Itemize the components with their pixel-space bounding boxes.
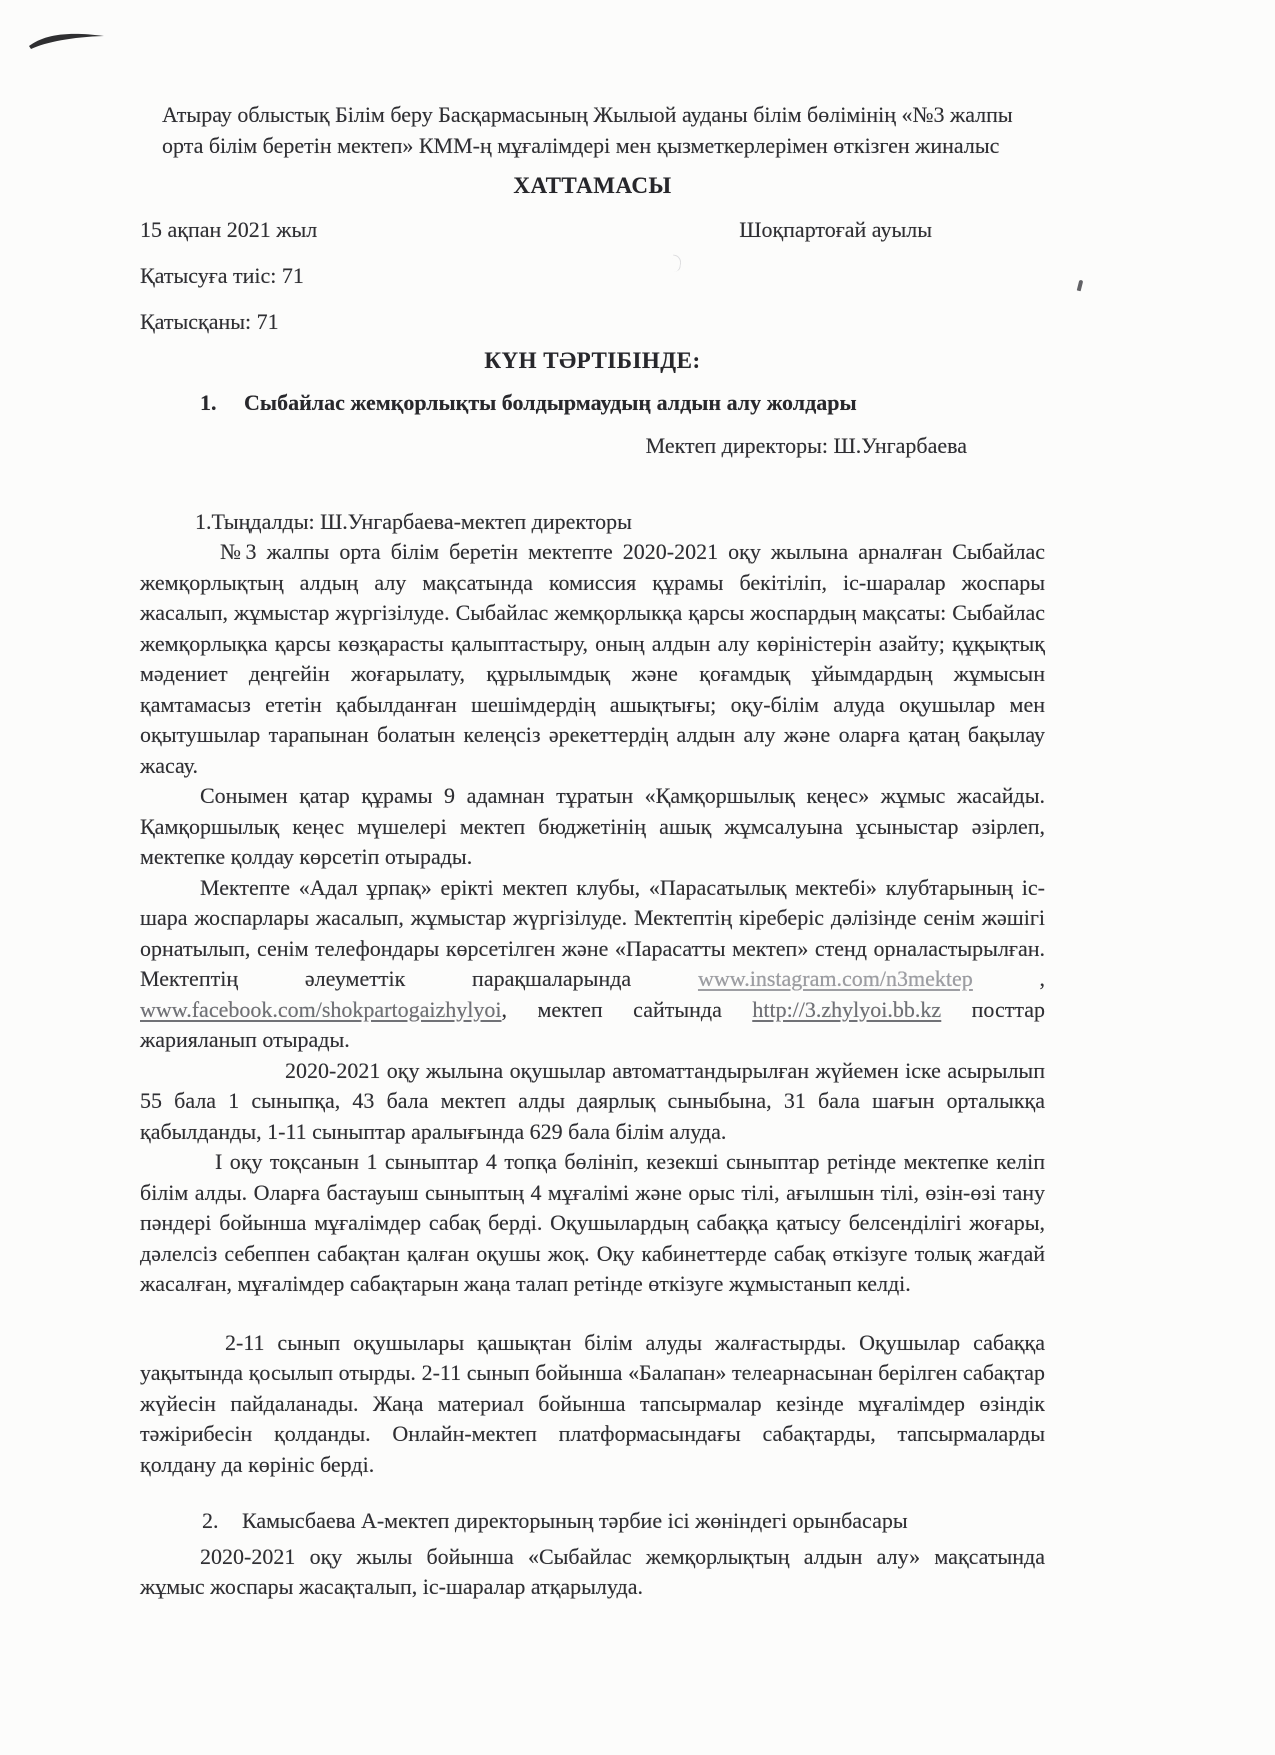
agenda-item-1-number: 1. xyxy=(200,389,217,415)
agenda-item-2-text: Камысбаева А-мектеп директорының тәрбие ісі жөніндегі орынбасары xyxy=(242,1508,908,1533)
paragraph-3 xyxy=(140,873,1045,1056)
meeting-place: Шоқпартоғай ауылы xyxy=(739,216,932,242)
paragraph-6: 2-11 сынып оқушылары қашықтан білім алуды жалғастырды. Оқушылар сабаққа уақытында қосылып отырды. 2-11 сынып бойынша «Балапан» телеарнасынан берілген сабақтар жүйесін пайдаланады. Жаңа материал бойынша тапсырмалар кезінде мұғалімдер өзіндік тәжірибесін қолданды. Онлайн-мектеп платформасындағы сабақтарды, тапсырмаларды қолдану да көрініс берді. xyxy=(140,1329,1045,1477)
paragraph-3-text-4: посттар жарияланып отырады. xyxy=(140,996,1045,1052)
pen-stroke-mark xyxy=(26,27,110,53)
document-header: Атырау облыстық Білім беру Басқармасының Жылыой ауданы білім бөлімінің «№3 жалпы орта білім беретін мектеп» КММ-ң мұғалімдері мен қызметкерлерімен өткізген жиналыс xyxy=(162,102,1013,158)
school-site-link[interactable]: http://3.zhylyoi.bb.kz xyxy=(752,996,942,1022)
required-attendance: Қатысуға тиіс: 71 xyxy=(140,263,304,288)
speaker-line: Мектеп директоры: Ш.Унгарбаева xyxy=(645,433,967,458)
actual-attendance: Қатысқаны: 71 xyxy=(140,308,279,334)
agenda-item-2 xyxy=(202,1506,1045,1537)
meeting-date: 15 ақпан 2021 жыл xyxy=(140,216,318,242)
paragraph-3-text-1: Мектепте «Адал ұрпақ» ерікті мектеп клубы, «Парасатылық мектебі» клубтарының іс-шара жоспарлары жасалып, жұмыстар жүргізілуде. Мектептің кіреберіс дәлізінде сенім жәшігі орнатылып, сенім телефондары көрсетілген және «Парасатты мектеп» стенд орналастырылған. Мектептің әлеуметтік парақшаларында xyxy=(140,874,1045,991)
date-place-row xyxy=(140,215,1045,246)
document-title: ХАТТАМАСЫ xyxy=(513,173,672,198)
paragraph-2: Сонымен қатар құрамы 9 адамнан тұратын «Қамқоршылық кеңес» жұмыс жасайды. Қамқоршылық кеңес мүшелері мектеп бюджетінің ашық жұмсалуына ұсыныстар әзірлеп, мектепке қолдау көрсетіп отырады. xyxy=(140,783,1045,869)
paragraph-1: №3 жалпы орта білім беретін мектепте 2020-2021 оқу жылына арналған Сыбайлас жемқорлықтың алдың алу мақсатында комиссия құрамы бекітіліп, іс-шаралар жоспары жасалып, жұмыстар жүргізілуде. Сыбайлас жемқорлыкқа қарсы жоспардың мақсаты: Сыбайлас жемқорлықка қарсы көзқарасты қалыптастыру, оның алдын алу көріністерін азайту; құқықтық мәдениет деңгейін жоғарылату, құрылымдық және қоғамдық ұйымдардың жұмысын қамтамасыз ететін қабылданған шешімдердің ашықтығы; оқу-білім алуда оқушылар мен оқытушылар тарапынан болатын келеңсіз әрекеттердің алдын алу және оларға қатаң бақылау жасау. xyxy=(140,539,1045,778)
agenda-item-1-text: Сыбайлас жемқорлықты болдырмаудың алдын алу жолдары xyxy=(244,389,857,415)
instagram-link[interactable]: www.instagram.com/n3mektep xyxy=(697,966,973,991)
facebook-link[interactable]: www.facebook.com/shokpartogaizhylyoi xyxy=(140,996,502,1022)
paragraph-7: 2020-2021 оқу жылы бойынша «Сыбайлас жемқорлықтың алдын алу» мақсатында жұмыс жоспары жасақталып, іс-шаралар атқарылуда. xyxy=(140,1543,1045,1599)
heard-line: 1.Тыңдалды: Ш.Унгарбаева-мектеп директоры xyxy=(195,508,632,534)
agenda-heading: КҮН ТӘРТІБІНДЕ: xyxy=(484,348,701,373)
agenda-item-1 xyxy=(200,388,1045,419)
agenda-item-2-number: 2. xyxy=(202,1508,219,1533)
document-content xyxy=(140,100,1045,1603)
paragraph-3-text-2: , xyxy=(972,966,1046,991)
paragraph-3-text-3: , мектеп сайтында xyxy=(501,996,753,1022)
paragraph-5: І оқу тоқсанын 1 сыныптар 4 топқа бөлініп, кезекші сыныптар ретінде мектепке келіп білім алды. Оларға бастауыш сыныптың 4 мұғалімі және орыс тілі, ағылшын тілі, өзін-өзі тану пәндері бойынша мұғалімдер сабақ берді. Оқушылардың сабаққа қатысу белсенділігі жоғары, дәлелсіз себеппен сабақтан қалған оқушы жоқ. Оқу кабинеттерде сабақ өткізуге толық жағдай жасалған, мұғалімдер сабақтарын жаңа талап ретінде өткізуге жұмыстанып келді. xyxy=(140,1149,1045,1296)
paragraph-4: 2020-2021 оқу жылына оқушылар автоматтандырылған жүйемен іске асырылып 55 бала 1 сыныпқа, 43 бала мектеп алды даярлық сыныбына, 31 бала шағын орталыкқа қабылданды, 1-11 сыныптар аралығында 629 бала білім алуда. xyxy=(140,1057,1045,1144)
ink-speck-mark xyxy=(1077,280,1084,292)
